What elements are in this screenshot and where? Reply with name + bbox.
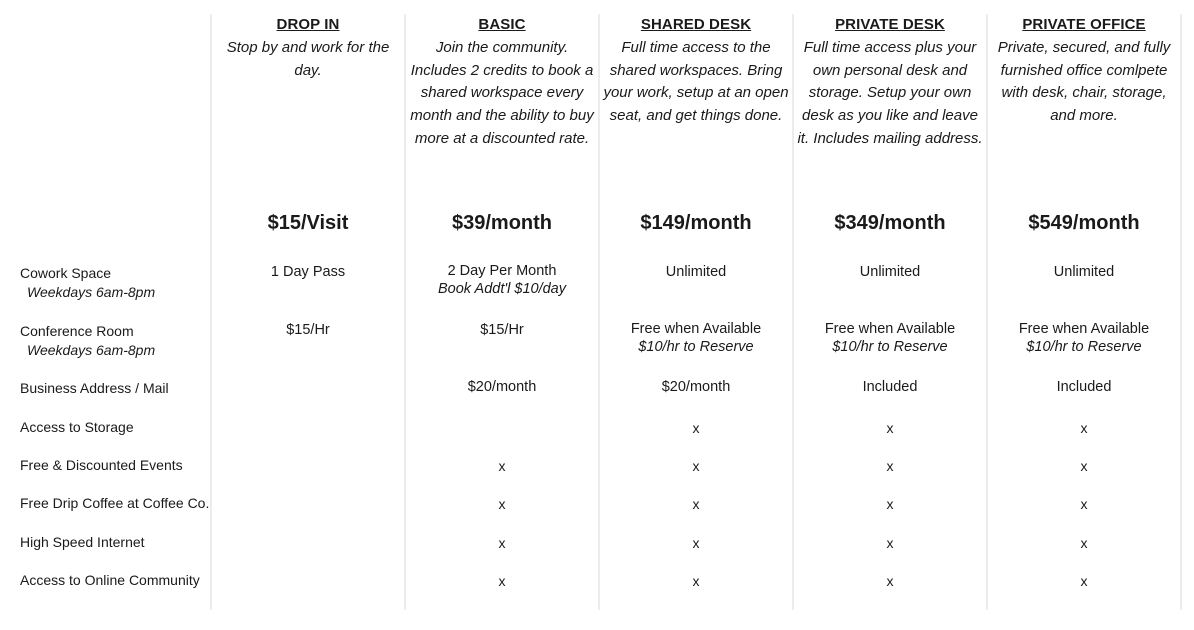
feature-value [601,263,791,281]
feature-label [20,570,200,590]
included-mark [989,495,1179,513]
plan-description: Join the community. Includes 2 credits to book a shared workspace every month and the ability to buy more at a discounted rate. [410,39,594,147]
feature-label [20,417,134,437]
feature-value-main: x [886,573,894,589]
feature-value-note: Book Addt'l $10/day [438,281,566,297]
plan-name: SHARED DESK [640,16,752,33]
feature-value-main: x [1080,573,1088,589]
feature-value-main: Included [1056,379,1112,395]
feature-hours: Weekdays 6am-8pm [27,342,156,358]
feature-hours: Weekdays 6am-8pm [27,284,156,300]
feature-value-note: $10/hr to Reserve [1026,339,1142,355]
plan-header-private-desk [795,14,985,151]
plan-name: PRIVATE DESK [835,16,945,33]
plan-description: Stop by and work for the day. [226,39,390,79]
feature-name: High Speed Internet [20,534,145,550]
plan-description: Private, secured, and fully furnished office comlpete with desk, chair, storage, and more. [997,39,1171,125]
feature-label [20,263,155,301]
plan-header-basic [407,14,597,151]
feature-value-main: Free when Available [824,321,956,337]
feature-value-main: Included [862,379,918,395]
feature-value-main: x [886,535,894,551]
feature-value-main: $20/month [661,379,731,395]
column-divider [792,14,794,610]
plan-price: $39/month [451,212,553,234]
plan-header-drop-in [213,14,403,82]
plan-price: $349/month [834,212,946,234]
feature-name: Access to Storage [20,419,134,435]
included-mark [795,534,985,552]
included-mark [601,419,791,437]
feature-value [407,378,597,396]
feature-value [213,263,403,281]
feature-name: Business Address / Mail [20,380,169,396]
plan-header-shared-desk [601,14,791,128]
included-mark [989,572,1179,590]
feature-value-main: 1 Day Pass [270,264,346,280]
feature-name: Access to Online Community [20,572,200,588]
feature-value [989,263,1179,281]
plan-price: $549/month [1028,212,1140,234]
feature-value-main: x [886,458,894,474]
feature-value [795,378,985,396]
included-mark [601,457,791,475]
feature-label [20,378,169,398]
feature-value-main: x [886,420,894,436]
feature-value-main: Unlimited [1053,264,1115,280]
included-mark [989,419,1179,437]
feature-value-main: x [692,496,700,512]
included-mark [601,572,791,590]
included-mark [795,495,985,513]
feature-value-main: Free when Available [630,321,762,337]
column-divider [598,14,600,610]
feature-value-main: x [1080,496,1088,512]
feature-label [20,321,155,359]
feature-value [989,378,1179,396]
column-divider [404,14,406,610]
feature-value-main: x [692,458,700,474]
feature-name: Cowork Space [20,265,112,281]
column-divider [210,14,212,610]
included-mark [795,572,985,590]
column-divider [1180,14,1182,610]
included-mark [601,534,791,552]
included-mark [601,495,791,513]
feature-name: Free & Discounted Events [20,457,183,473]
included-mark [989,457,1179,475]
feature-value-main: x [498,458,506,474]
feature-value [601,321,791,356]
feature-value-main: x [498,535,506,551]
plan-name: PRIVATE OFFICE [1022,16,1146,33]
feature-value-main: $20/month [467,379,537,395]
feature-value [601,378,791,396]
plan-name: DROP IN [276,16,340,33]
feature-name: Free Drip Coffee at Coffee Co. [20,495,210,511]
feature-value-main: x [692,535,700,551]
feature-value-note: $10/hr to Reserve [832,339,948,355]
feature-value [407,321,597,339]
feature-value-main: x [1080,458,1088,474]
feature-value-main: $15/Hr [286,322,330,338]
feature-value-main: Unlimited [665,264,727,280]
feature-value-main: x [498,573,506,589]
feature-value-main: Unlimited [859,264,921,280]
included-mark [407,457,597,475]
column-divider [986,14,988,610]
feature-value [989,321,1179,356]
feature-label [20,455,183,475]
included-mark [407,495,597,513]
plan-price: $149/month [640,212,752,234]
feature-value-note: $10/hr to Reserve [638,339,754,355]
plan-description: Full time access to the shared workspaces. Bring your work, setup at an open seat, and get things done. [603,39,789,125]
plan-description: Full time access plus your own personal desk and storage. Setup your own desk as you like and leave it. Includes mailing address. [797,39,983,147]
plan-header-private-office [989,14,1179,128]
feature-value-main: x [1080,535,1088,551]
feature-value-main: $15/Hr [480,322,524,338]
feature-name: Conference Room [20,323,134,339]
included-mark [795,457,985,475]
feature-value-main: x [498,496,506,512]
included-mark [795,419,985,437]
feature-value [407,263,597,298]
feature-label [20,493,209,513]
feature-value [795,263,985,281]
plan-name: BASIC [478,16,526,33]
included-mark [407,572,597,590]
feature-value-main: 2 Day Per Month [447,263,557,279]
feature-value [795,321,985,356]
feature-label [20,532,145,552]
feature-value-main: x [692,420,700,436]
feature-value [213,321,403,339]
feature-value-main: x [886,496,894,512]
feature-value-main: x [1080,420,1088,436]
included-mark [407,534,597,552]
plan-price: $15/Visit [267,212,349,234]
feature-value-main: Free when Available [1018,321,1150,337]
feature-value-main: x [692,573,700,589]
included-mark [989,534,1179,552]
